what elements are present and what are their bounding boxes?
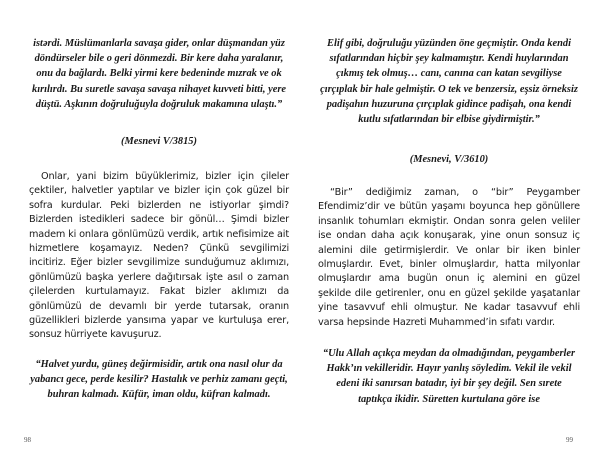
right-quote-bottom: “Ulu Allah açıkça meydan da olmadığından, peygamberler Hakk’ın vekilleridir. Hayır yanlış söyledim. Vekil ile vekil edeni iki sanırsan batadır, iyi bir şey değil. Sen sırete taptıkça ikidir. Süretten kurtulana göre ise bbox=[322, 348, 576, 405]
left-body-paragraph: Onlar, yani bizim büyüklerimiz, bizler için çileler çektiler, halvetler yaptılar ve bizler için çok güzel bir sofra kurdular. Peki bizlerden ne istiyorlar şimdi? Bizlerden istedikleri sadece bir gönül… Şimdi bizler madem ki onlara gönlümüzü verdik, artık nefisimize ait hizmetlere koşamayız. Neden? Çünkü sevgilimizi incitiriz. Eğer bizler sevgilimize sunduğumuz aklımızı, gönlümüzü başka yerlere dağıtırsak işte asıl o zaman çilelerden kurtulamayız. Fakat bizler aklımızı da gönlümüzü de devamlı bir yerde tutarsak, oranın güzellikleri bizlerde yansıma yapar ve kurtuluşa erer, sonsuz hürriyete kavuşuruz. bbox=[29, 171, 289, 341]
left-page-number: 98 bbox=[24, 436, 31, 444]
left-citation-top: (Mesnevi V/3815) bbox=[121, 136, 197, 147]
right-body-paragraph: “Bir” dediğimiz zaman, o “bir” Peygamber Efendimiz’dir ve bütün yaşamı boyunca hep gönüllere insanlık tohumları ekmiştir. Ondan sonra gelen veliler ise ondan daha açık konuşarak, yine onun sonsuz iç alemini dile getirmişlerdir. Ve onlar bir iken binler olmuşlardır. Evet, binler olmuşlardır, hatta milyonlar olmuşlardır ama bugün onun iç alemini en güzel şekilde dile getirenler, onu en güzel şekilde yaşatanlar yine tasavvuf ehli olmuştur. Ne kadar tasavvuf ehli varsa hepsinde Hazreti Muhammed’in sıfatı vardır. bbox=[318, 187, 580, 328]
right-quote-top: Elif gibi, doğruluğu yüzünden öne geçmiştir. Onda kendi sıfatlarından hiçbir şey kalmamıştır. Kendi huylarından çıkmış tek olmuş… canı, canına can katan sevgiliyse çırçıplak bir hale gelmiştir. O tek ve benzersiz, eşsiz örneksiz padişahın huzuruna çırçıplak gidince padişah, ona kendi kutlu sıfatlarından bir elbise giydirmiştir.” bbox=[320, 38, 578, 126]
left-quote-top: istərdi. Müslümanlarla savaşa gider, onlar düşmandan yüz döndürseler bile o geri dönmezdi. Bir kere daha yaralanır, onu da bağlardı. Belki yirmi kere bedeninde mızrak ve ok kırılırdı. Bu suretle savaşa savaşa nihayet kuvveti bitti, yere düştü. Aşkının doğruluğuyla doğruluk makamına ulaştı.” bbox=[32, 38, 286, 110]
left-quote-bottom: “Halvet yurdu, güneş değirmisidir, artık ona nasıl olur da yabancı gece, perde kesilir? Hastalık ve perhiz zamanı geçti, buhran kalmadı. Küfür, iman oldu, küfran kalmadı. bbox=[30, 359, 288, 401]
right-page-number: 99 bbox=[566, 436, 573, 444]
right-citation-top: (Mesnevi, V/3610) bbox=[409, 154, 489, 165]
